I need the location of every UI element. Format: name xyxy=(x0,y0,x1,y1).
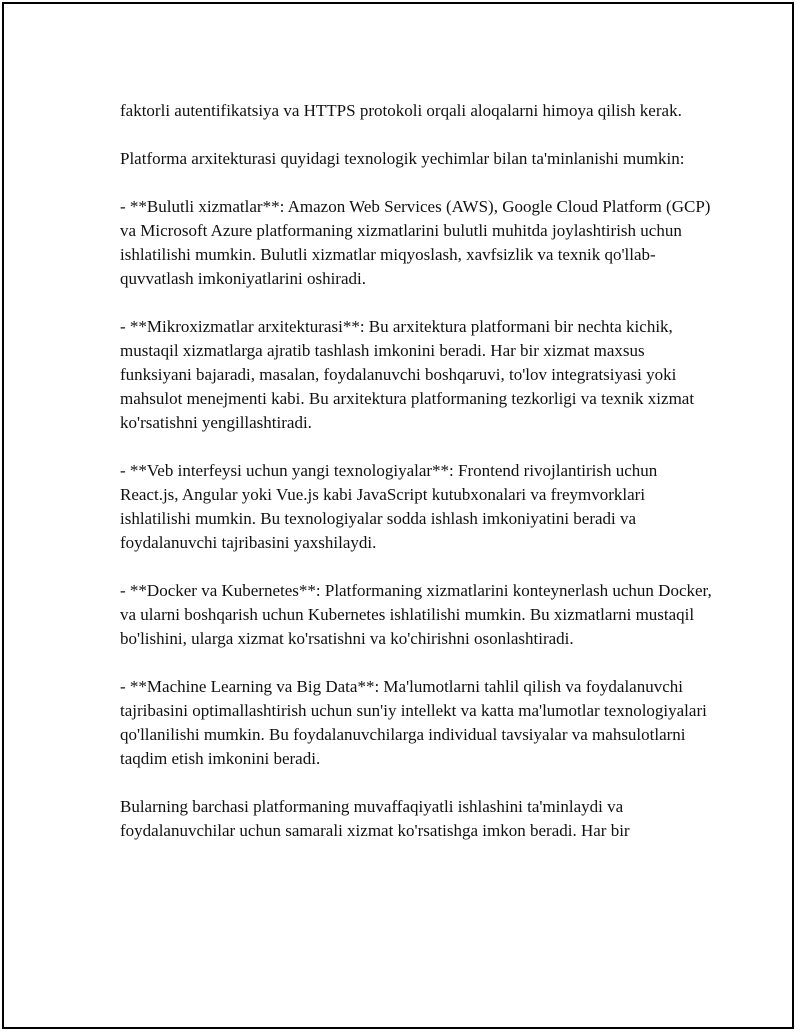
list-item: - **Machine Learning va Big Data**: Ma'lumotlarni tahlil qilish va foydalanuvchi tajribasini optimallashtirish uchun sun'iy intellekt va katta ma'lumotlar texnologiyalari qo'llanilishi mumkin. Bu foydalanuvchilarga individual tavsiyalar va mahsulotlarni taqdim etish imkonini beradi. xyxy=(120,677,707,768)
paragraph: Bularning barchasi platformaning muvaffaqiyatli ishlashini ta'minlaydi va foydalanuvchilar uchun samarali xizmat ko'rsatishga imkon beradi. Har bir xyxy=(120,797,630,840)
list-item: - **Docker va Kubernetes**: Platformaning xizmatlarini konteynerlash uchun Docker, va ularni boshqarish uchun Kubernetes ishlatilishi mumkin. Bu xizmatlarni mustaqil bo'lishini, ularga xizmat ko'rsatishni va ko'chirishni osonlashtiradi. xyxy=(120,581,712,648)
document-page xyxy=(2,2,794,1029)
document-body xyxy=(120,99,720,843)
list-item: - **Mikroxizmatlar arxitekturasi**: Bu arxitektura platformani bir nechta kichik, mustaqil xizmatlarga ajratib tashlash imkonini beradi. Har bir xizmat maxsus funksiyani bajaradi, masalan, foydalanuvchi boshqaruvi, to'lov integratsiyasi yoki mahsulot menejmenti kabi. Bu arxitektura platformaning tezkorligi va texnik xizmat ko'rsatishni yengillashtiradi. xyxy=(120,317,695,432)
paragraph: faktorli autentifikatsiya va HTTPS protokoli orqali aloqalarni himoya qilish kerak. xyxy=(120,101,682,120)
list-item: - **Bulutli xizmatlar**: Amazon Web Services (AWS), Google Cloud Platform (GCP) va Microsoft Azure platformaning xizmatlarini bulutli muhitda joylashtirish uchun ishlatilishi mumkin. Bulutli xizmatlar miqyoslash, xavfsizlik va texnik qo'llab-quvvatlash imkoniyatlarini oshiradi. xyxy=(120,197,711,288)
paragraph: Platforma arxitekturasi quyidagi texnologik yechimlar bilan ta'minlanishi mumkin: xyxy=(120,149,685,168)
list-item: - **Veb interfeysi uchun yangi texnologiyalar**: Frontend rivojlantirish uchun React.js, Angular yoki Vue.js kabi JavaScript kutubxonalari va freymvorklari ishlatilishi mumkin. Bu texnologiyalar sodda ishlash imkoniyatini beradi va foydalanuvchi tajribasini yaxshilaydi. xyxy=(120,461,658,552)
